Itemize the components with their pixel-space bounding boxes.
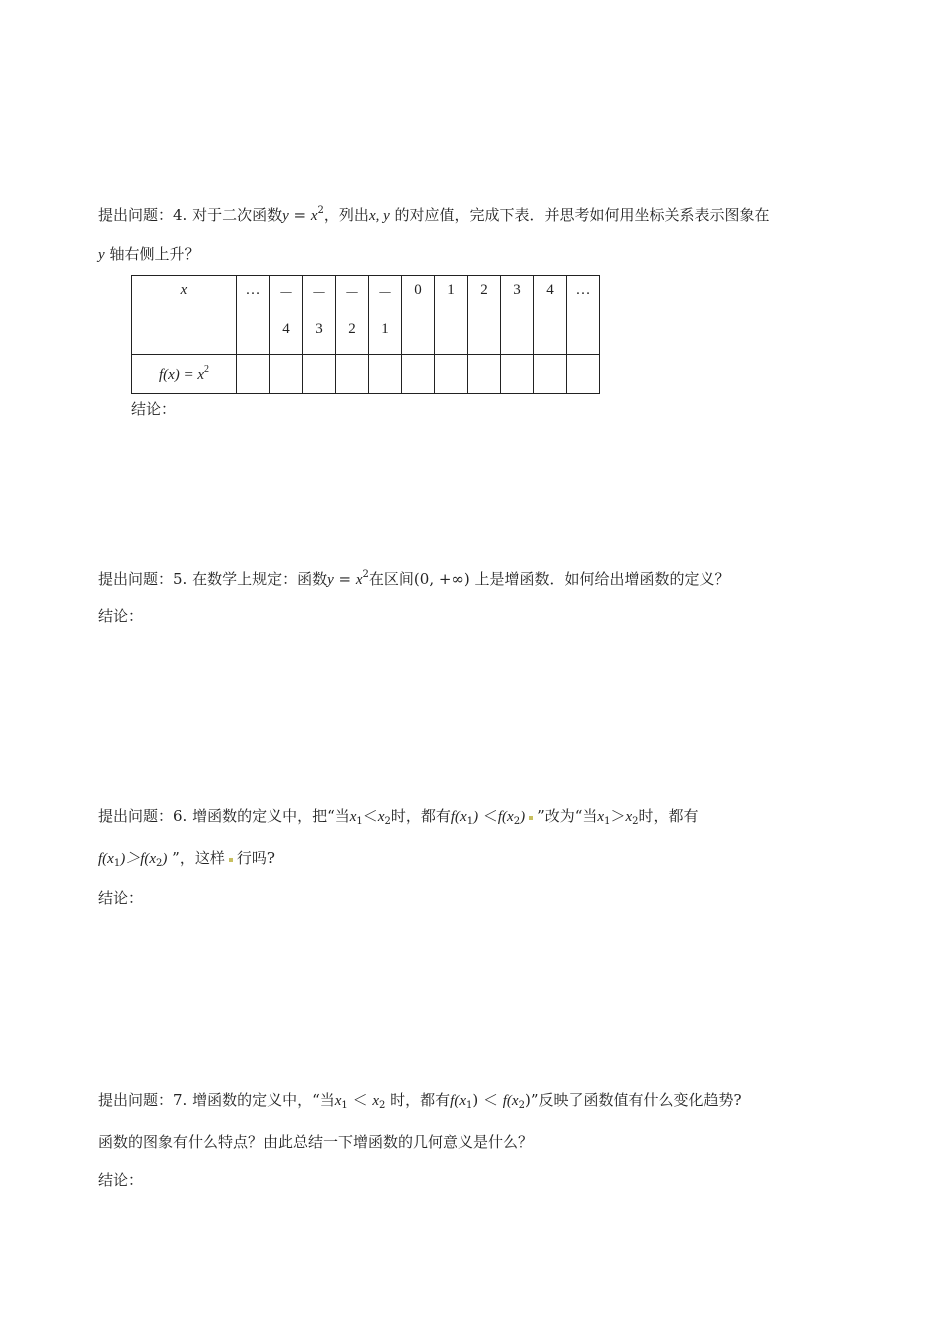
q6-line2-sub1: 1 (113, 858, 121, 869)
q7-cond1: x (334, 1093, 342, 1109)
q6-question-line1 (98, 806, 699, 832)
q5-func-x: x (355, 572, 363, 588)
table-head-x: x (132, 276, 237, 355)
q7-f1-sub: 1 (466, 1100, 473, 1111)
q7-f1: f(x (450, 1093, 466, 1109)
table-cell: … (567, 276, 600, 355)
q6-f1-sub: 1 (466, 816, 474, 827)
table-cell: 0 (402, 276, 435, 355)
q4-line2-text: 轴右侧上升？ (104, 245, 200, 263)
q6-sub1b: 1 (604, 816, 611, 827)
q6-mid2: ”改为“当 (537, 807, 598, 825)
table-cell: － 4 (270, 276, 303, 355)
q7-mid1: 时，都有 (385, 1091, 451, 1109)
value-table (131, 275, 600, 394)
q6-sub1: 1 (356, 816, 363, 827)
q7-question-line1 (98, 1090, 742, 1116)
table-cell-empty[interactable] (336, 355, 369, 394)
q7-f2-sub: 2 (518, 1100, 525, 1111)
q4-question-line1 (98, 201, 770, 226)
q6-end1: 时，都有 (638, 807, 699, 825)
q6-f1-end: ) (473, 809, 479, 825)
table-head-fx: $f(x) = x^2$ (132, 355, 237, 394)
q7-question-line2: 函数的图象有什么特点？由此总结一下增函数的几何意义是什么？ (98, 1133, 534, 1151)
table-row-fx (132, 355, 600, 394)
q6-line2-end: ) (162, 851, 168, 867)
mark-dot (529, 816, 533, 820)
q6-gt: ＞ (610, 807, 626, 825)
q6-f2-end: ) (520, 809, 526, 825)
q5-func-y: y (327, 572, 334, 588)
q7-prefix: 提出问题：7. 增函数的定义中，“当 (98, 1091, 335, 1109)
q6-cond2b: x (625, 809, 633, 825)
q4-vars: x, y (368, 208, 390, 224)
q5-prefix: 提出问题：5. 在数学上规定：函数 (98, 570, 328, 588)
table-cell-empty[interactable] (567, 355, 600, 394)
q4-question-line2 (98, 244, 199, 265)
q6-cond1: x (349, 809, 357, 825)
q6-cond2: x (377, 809, 385, 825)
q6-mid1: 时，都有 (390, 807, 451, 825)
table-cell-empty[interactable] (534, 355, 567, 394)
table-cell-empty[interactable] (237, 355, 270, 394)
table-cell-empty[interactable] (303, 355, 336, 394)
q6-line2-f2: f(x (140, 851, 157, 867)
q6-line2-f1: f(x (98, 851, 114, 867)
table-cell: … (237, 276, 270, 355)
q6-line2-text: ”，这样 (167, 849, 225, 867)
q4-func-exp: 2 (317, 205, 324, 216)
table-cell: 2 (468, 276, 501, 355)
q6-f1: f(x (450, 809, 467, 825)
q7-lt: ＜ (347, 1091, 373, 1109)
table-cell-empty[interactable] (501, 355, 534, 394)
q4-mid: ，列出 (323, 206, 369, 224)
table-cell-empty[interactable] (369, 355, 402, 394)
q4-func-eq: = (288, 206, 311, 224)
q5-question-line1 (98, 565, 730, 590)
q4-func-x: x (310, 208, 318, 224)
mark-dot (229, 858, 233, 862)
table-cell-empty[interactable] (270, 355, 303, 394)
q6-lt2: ＜ (478, 807, 498, 825)
q4-func-y: y (282, 208, 289, 224)
q6-lt: ＜ (362, 807, 378, 825)
q5-func-eq: = (333, 570, 356, 588)
q7-lt2: ) ＜ (472, 1091, 503, 1109)
q5-suffix: 在区间(0, +∞) 上是增函数．如何给出增函数的定义？ (368, 570, 730, 588)
q6-prefix: 提出问题：6. 增函数的定义中，把“当 (98, 807, 350, 825)
q5-conclusion: 结论： (98, 607, 144, 625)
q4-suffix: 的对应值，完成下表．并思考如何用坐标关系表示图象在 (389, 206, 770, 224)
q6-question-line2 (98, 848, 275, 874)
table-cell: － 1 (369, 276, 402, 355)
table-cell-empty[interactable] (435, 355, 468, 394)
q6-cond1b: x (597, 809, 605, 825)
q7-sub2: 2 (379, 1100, 386, 1111)
table-cell-empty[interactable] (402, 355, 435, 394)
table-cell-empty[interactable] (468, 355, 501, 394)
table-cell: 3 (501, 276, 534, 355)
q6-sub2: 2 (384, 816, 391, 827)
q6-line2-sub2: 2 (156, 858, 163, 869)
q7-conclusion: 结论： (98, 1171, 144, 1189)
q7-sub1: 1 (341, 1100, 348, 1111)
q6-f2: f(x (497, 809, 514, 825)
table-cell: 1 (435, 276, 468, 355)
table-cell: － 2 (336, 276, 369, 355)
q6-line2-tail: 行吗? (236, 849, 275, 867)
q4-prefix: 提出问题：4. 对于二次函数 (98, 206, 283, 224)
q4-conclusion: 结论： (131, 400, 177, 418)
q7-cond2: x (372, 1093, 380, 1109)
q6-f2-sub: 2 (513, 816, 521, 827)
table-row-x (132, 276, 600, 355)
q6-conclusion: 结论： (98, 889, 144, 907)
table-cell: － 3 (303, 276, 336, 355)
table-cell: 4 (534, 276, 567, 355)
q6-line2-gt: )＞ (120, 851, 141, 867)
q5-func-exp: 2 (362, 569, 369, 580)
q4-line2-var: y (98, 247, 105, 263)
q7-end1: )”反映了函数值有什么变化趋势? (524, 1091, 742, 1109)
q7-f2: f(x (502, 1093, 519, 1109)
q6-sub2b: 2 (632, 816, 639, 827)
